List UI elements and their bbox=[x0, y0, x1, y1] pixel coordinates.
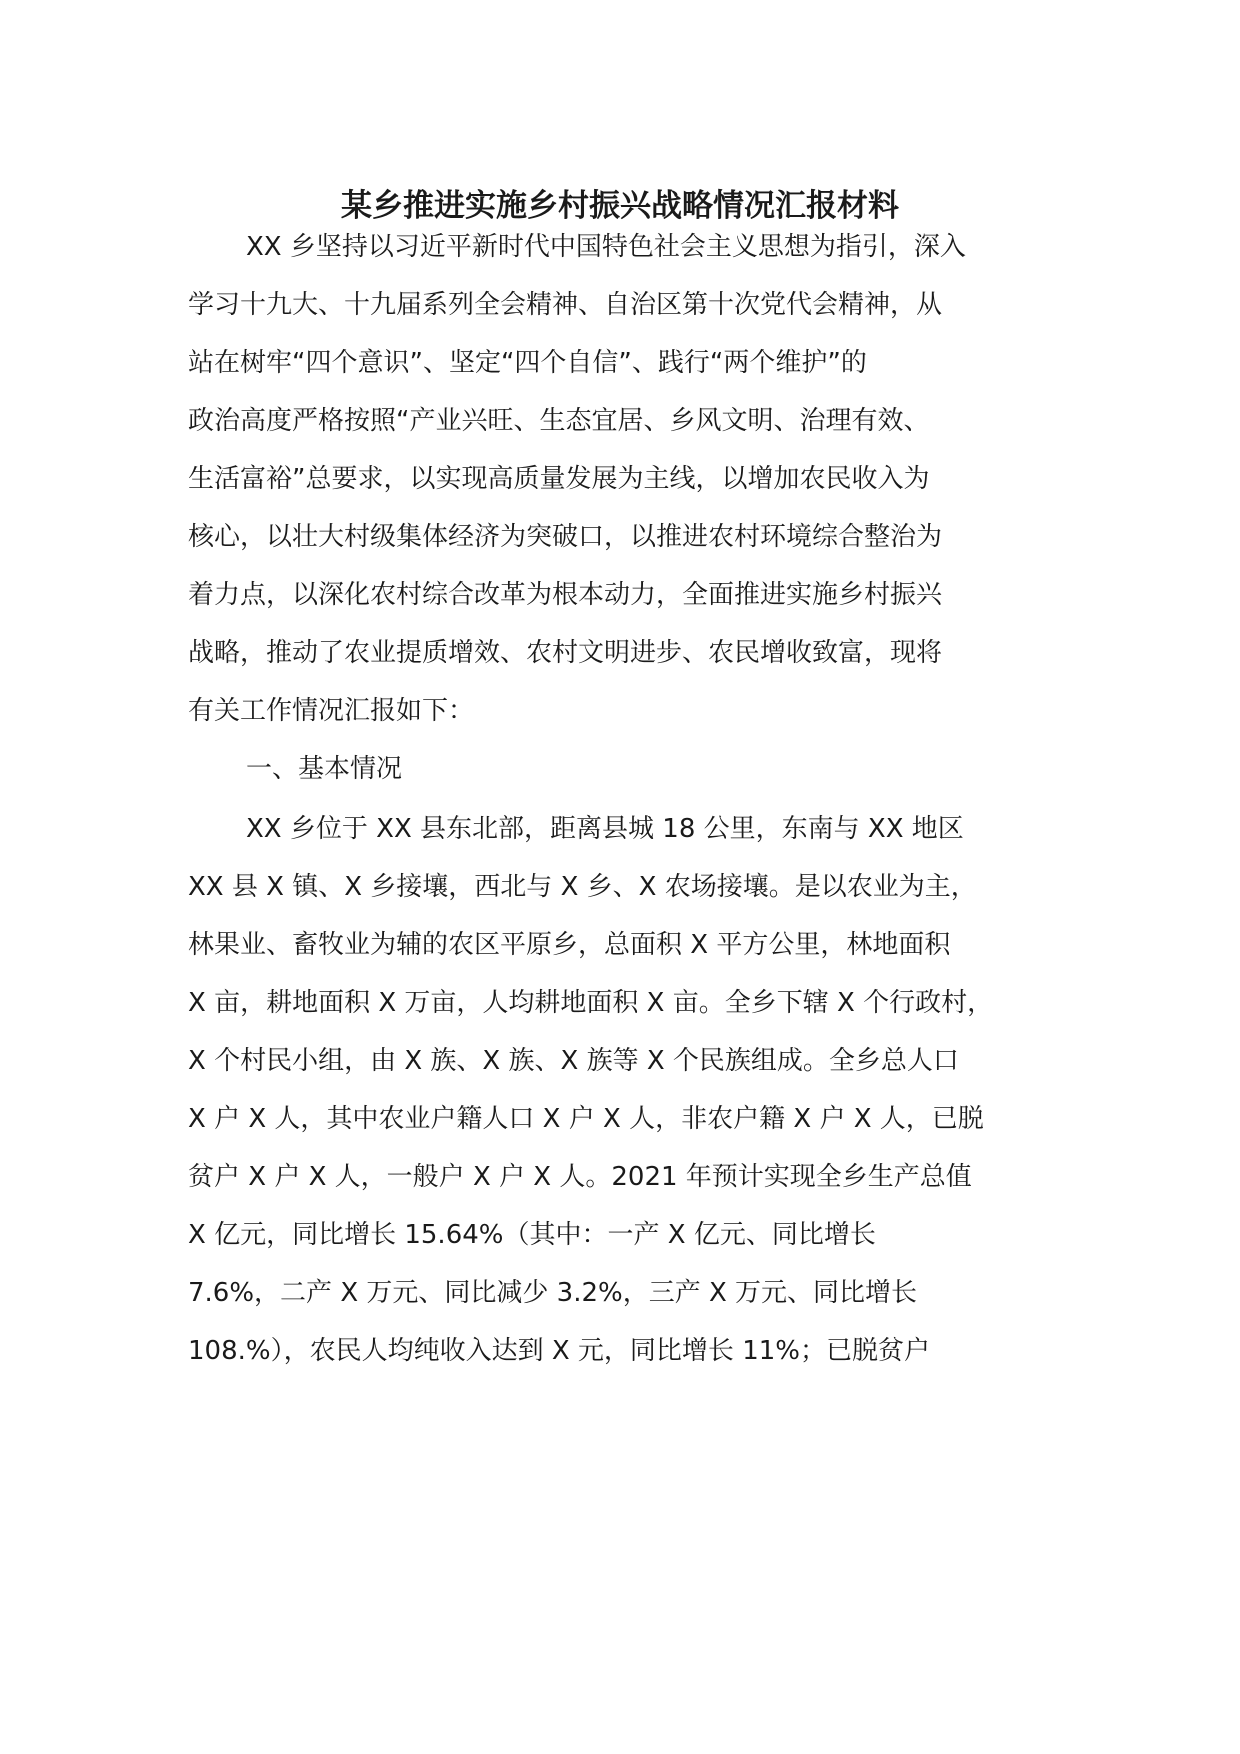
paragraph-line: 核心，以壮大村级集体经济为突破口，以推进农村环境综合整治为 bbox=[188, 522, 943, 552]
section-heading: 一、基本情况 bbox=[246, 754, 403, 784]
paragraph-line: X 亿元，同比增长 15.64%（其中：一产 X 亿元、同比增长 bbox=[188, 1220, 876, 1250]
paragraph-line: X 亩，耕地面积 X 万亩，人均耕地面积 X 亩。全乡下辖 X 个行政村， bbox=[188, 988, 994, 1018]
paragraph-line: X 个村民小组，由 X 族、X 族、X 族等 X 个民族组成。全乡总人口 bbox=[188, 1046, 959, 1076]
paragraph-line: 战略，推动了农业提质增效、农村文明进步、农民增收致富，现将 bbox=[188, 638, 943, 668]
paragraph-line: 7.6%，二产 X 万元、同比减少 3.2%，三产 X 万元、同比增长 bbox=[188, 1278, 918, 1308]
paragraph-line: 林果业、畜牧业为辅的农区平原乡，总面积 X 平方公里，林地面积 bbox=[188, 930, 951, 960]
paragraph-line: 政治高度严格按照“产业兴旺、生态宜居、乡风文明、治理有效、 bbox=[188, 406, 930, 436]
paragraph-line: XX 乡坚持以习近平新时代中国特色社会主义思想为指引，深入 bbox=[246, 232, 966, 262]
paragraph-line: 贫户 X 户 X 人，一般户 X 户 X 人。2021 年预计实现全乡生产总值 bbox=[188, 1162, 972, 1192]
paragraph-line: X 户 X 人，其中农业户籍人口 X 户 X 人，非农户籍 X 户 X 人，已脱 bbox=[188, 1104, 984, 1134]
paragraph-line: 站在树牢“四个意识”、坚定“四个自信”、践行“两个维护”的 bbox=[188, 348, 867, 378]
paragraph-line: XX 县 X 镇、X 乡接壤，西北与 X 乡、X 农场接壤。是以农业为主， bbox=[188, 872, 977, 902]
paragraph-line: 有关工作情况汇报如下： bbox=[188, 696, 475, 726]
paragraph-line: 108.%），农民人均纯收入达到 X 元，同比增长 11%；已脱贫户 bbox=[188, 1336, 930, 1366]
paragraph-line: 着力点，以深化农村综合改革为根本动力，全面推进实施乡村振兴 bbox=[188, 580, 943, 610]
document-title: 某乡推进实施乡村振兴战略情况汇报材料 bbox=[341, 188, 899, 224]
paragraph-line: 学习十九大、十九届系列全会精神、自治区第十次党代会精神，从 bbox=[188, 290, 943, 320]
paragraph-line: XX 乡位于 XX 县东北部，距离县城 18 公里，东南与 XX 地区 bbox=[246, 814, 964, 844]
paragraph-line: 生活富裕”总要求，以实现高质量发展为主线，以增加农民收入为 bbox=[188, 464, 930, 494]
